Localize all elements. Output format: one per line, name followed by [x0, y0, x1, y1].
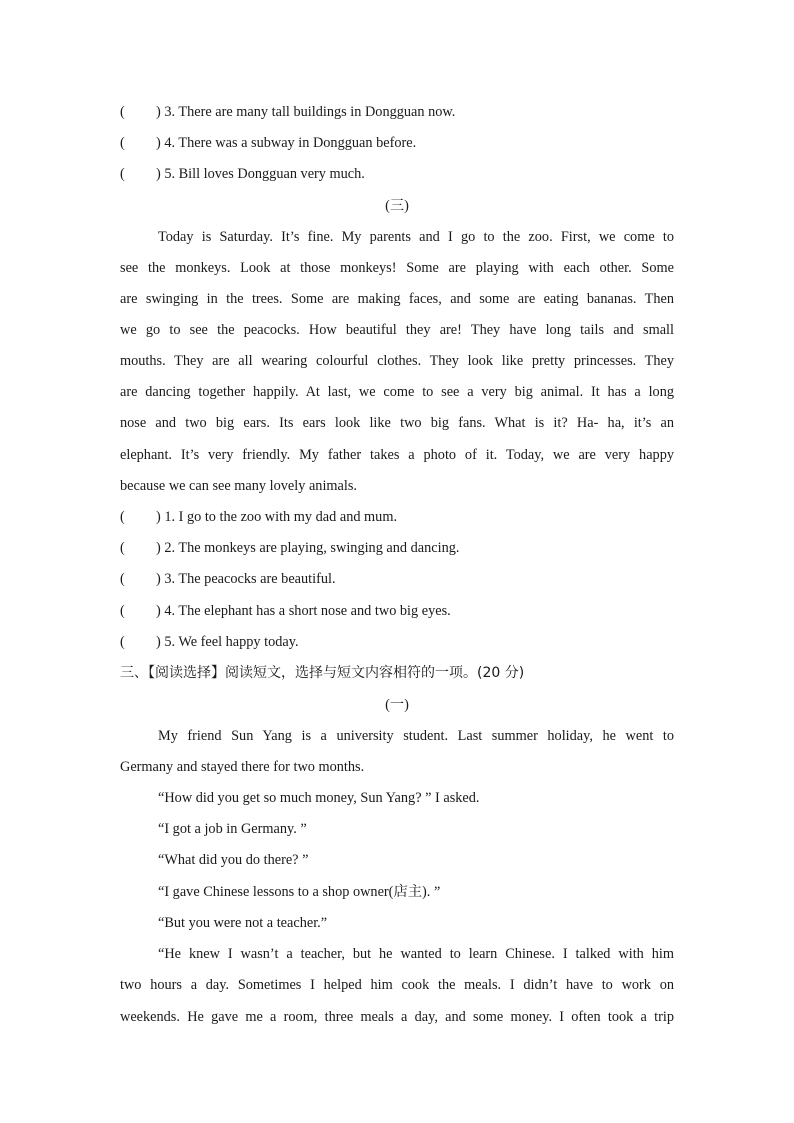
- passage-line: weekends. He gave me a room, three meals a day, and some money. I often took a trip: [120, 1009, 674, 1025]
- dialogue-line: “I gave Chinese lessons to a shop owner(店主). ”: [158, 884, 441, 900]
- passage-line: mouths. They are all wearing colourful clothes. They look like pretty princesses. They: [120, 353, 674, 369]
- question-text: ) 3. There are many tall buildings in Dongguan now.: [156, 104, 456, 120]
- passage-line: we go to see the peacocks. How beautiful they are! They have long tails and small: [120, 322, 674, 338]
- passage-line: My friend Sun Yang is a university student. Last summer holiday, he went to: [158, 728, 674, 744]
- dialogue-line: “What did you do there? ”: [158, 852, 309, 868]
- answer-blank[interactable]: (: [120, 135, 125, 151]
- section-heading: 三、【阅读选择】阅读短文，选择与短文内容相符的一项。(20 分): [120, 665, 525, 681]
- question-item: [120, 569, 674, 589]
- question-text: ) 4. There was a subway in Dongguan before.: [156, 135, 417, 151]
- dialogue-line: “How did you get so much money, Sun Yang? ” I asked.: [158, 790, 480, 806]
- answer-blank[interactable]: (: [120, 571, 125, 587]
- passage-label: (一): [385, 697, 409, 713]
- dialogue-line: “But you were not a teacher.”: [158, 915, 328, 931]
- question-text: ) 1. I go to the zoo with my dad and mum.: [156, 509, 398, 525]
- question-item: [120, 164, 674, 184]
- passage-line: two hours a day. Sometimes I helped him cook the meals. I didn’t have to work on: [120, 977, 674, 993]
- question-item: [120, 601, 674, 621]
- question-item: [120, 507, 674, 527]
- answer-blank[interactable]: (: [120, 509, 125, 525]
- passage-line: elephant. It’s very friendly. My father takes a photo of it. Today, we are very happy: [120, 447, 674, 463]
- question-item: [120, 538, 674, 558]
- dialogue-line: “I got a job in Germany. ”: [158, 821, 307, 837]
- question-item: [120, 102, 674, 122]
- passage-line: Today is Saturday. It’s fine. My parents and I go to the zoo. First, we come to: [158, 229, 674, 245]
- question-item: [120, 632, 674, 652]
- passage-line: “He knew I wasn’t a teacher, but he wanted to learn Chinese. I talked with him: [158, 946, 674, 962]
- question-text: ) 3. The peacocks are beautiful.: [156, 571, 336, 587]
- passage-line: see the monkeys. Look at those monkeys! Some are playing with each other. Some: [120, 260, 674, 276]
- answer-blank[interactable]: (: [120, 540, 125, 556]
- question-text: ) 2. The monkeys are playing, swinging and dancing.: [156, 540, 460, 556]
- question-text: ) 5. We feel happy today.: [156, 634, 299, 650]
- passage-line: nose and two big ears. Its ears look like two big fans. What is it? Ha- ha, it’s an: [120, 415, 674, 431]
- question-text: ) 4. The elephant has a short nose and two big eyes.: [156, 603, 451, 619]
- answer-blank[interactable]: (: [120, 104, 125, 120]
- passage-line: Germany and stayed there for two months.: [120, 759, 365, 775]
- answer-blank[interactable]: (: [120, 166, 125, 182]
- question-text: ) 5. Bill loves Dongguan very much.: [156, 166, 365, 182]
- passage-line: because we can see many lovely animals.: [120, 478, 357, 494]
- answer-blank[interactable]: (: [120, 634, 125, 650]
- passage-line: are dancing together happily. At last, we come to see a very big animal. It has a long: [120, 384, 674, 400]
- passage-line: are swinging in the trees. Some are making faces, and some are eating bananas. Then: [120, 291, 674, 307]
- question-item: [120, 133, 674, 153]
- answer-blank[interactable]: (: [120, 603, 125, 619]
- passage-label: (三): [385, 198, 409, 214]
